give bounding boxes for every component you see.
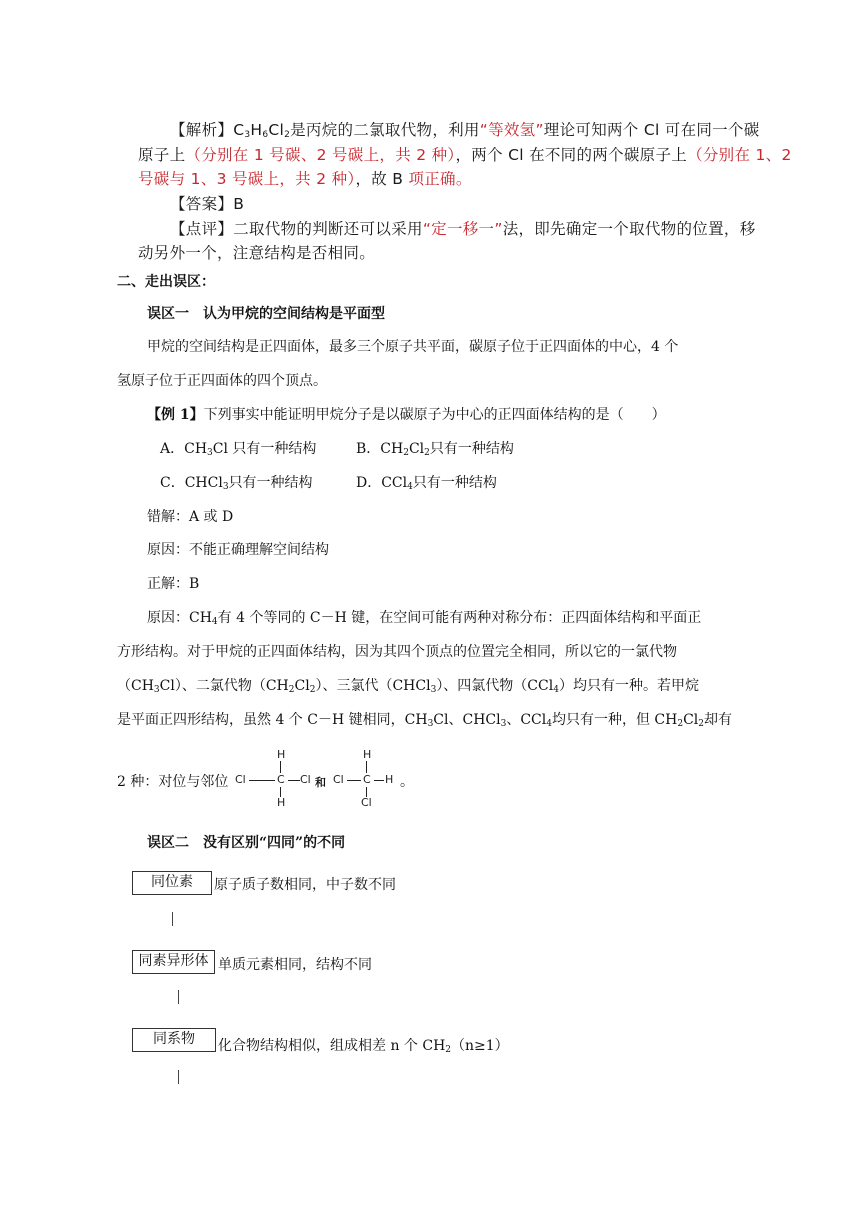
wrong-reason: 原因：不能正确理解空间结构 <box>147 542 329 558</box>
scan-line-6: 动另外一个，注意结构是否相同。 <box>138 244 376 262</box>
section-title: 二、走出误区： <box>117 274 215 290</box>
and-connector: 和 <box>315 776 326 789</box>
example-label: 【例 1】 <box>147 407 204 423</box>
misconception-1-title: 误区一 认为甲烷的空间结构是平面型 <box>147 306 385 322</box>
misconception-2-title: 误区二 没有区别“四同”的不同 <box>147 835 346 851</box>
allotrope-box: 同素异形体 <box>132 950 215 974</box>
explanation-line-5: 2 种：对位与邻位 <box>117 774 229 790</box>
option-c: C．CHCl$_3$只有一种结构 <box>160 475 313 492</box>
comment-label: 【点评】 <box>170 220 234 238</box>
option-b: B．$CH_2Cl_2$只有一种结构 <box>356 441 514 458</box>
answer-value: B <box>233 195 245 213</box>
option-a: A．$CH_3Cl$ 只有一种结构 <box>160 441 317 458</box>
structure-para-dichloromethane: H Cl C Cl H <box>235 748 311 809</box>
explanation-line-1: 原因：$CH_4$有 4 个等同的 C－H 键，在空间可能有两种对称分布：正四面体结构和平面正 <box>147 610 702 627</box>
scan-line-comment: 【点评】二取代物的判断还可以采用“定一移一”法，即先确定一个取代物的位置，移 <box>170 220 756 238</box>
flow-connector <box>178 1070 179 1084</box>
explanation-line-4: 是平面正四形结构，虽然 4 个 C－H 键相同，$CH_3Cl$、CHCl$_3$、CCl$_4$均只有一种，但 $CH_2Cl_2$却有 <box>117 712 733 729</box>
homolog-box: 同系物 <box>132 1028 216 1052</box>
option-d: D．CCl$_4$只有一种结构 <box>356 475 497 492</box>
example-1: 【例 1】下列事实中能证明甲烷分子是以碳原子为中心的正四面体结构的是（ ） <box>147 407 666 423</box>
explanation-line-2: 方形结构。对于甲烷的正四面体结构，因为其四个顶点的位置完全相同，所以它的一氯代物 <box>117 644 677 660</box>
paragraph-line: 甲烷的空间结构是正四面体，最多三个原子共平面，碳原子位于正四面体的中心，4 个 <box>147 339 679 355</box>
analysis-label: 【解析】 <box>170 121 234 139</box>
scan-line-1: 【解析】$C_3H_6Cl_2$是丙烷的二氯取代物，利用“等效氢”理论可知两个 Cl 可在同一个碳 <box>170 121 760 140</box>
isotope-box: 同位素 <box>132 871 212 895</box>
homolog-desc: 化合物结构相似，组成相差 n 个 $CH_2(n\ge 1)$ <box>218 1038 509 1055</box>
sentence-end: 。 <box>400 774 414 790</box>
scan-line-2: 原子上（分别在 1 号碳、2 号碳上，共 2 种），两个 Cl 在不同的两个碳原子上（分别在 1、2 <box>138 146 792 164</box>
correct-answer: 正解：B <box>147 576 200 592</box>
scan-line-answer <box>170 192 244 214</box>
propane-formula: $C_3H_6Cl_2$ <box>233 121 291 140</box>
scan-line-3: 号碳与 1、3 号碳上，共 2 种），故 B 项正确。 <box>138 170 472 188</box>
wrong-answer: 错解：A 或 D <box>147 509 234 525</box>
allotrope-desc: 单质元素相同，结构不同 <box>218 957 372 973</box>
answer-label: 【答案】 <box>170 195 234 213</box>
structure-ortho-dichloromethane: Cl H C H Cl <box>333 748 394 809</box>
flow-connector <box>178 990 179 1004</box>
flow-connector <box>172 912 173 926</box>
paragraph-line: 氢原子位于正四面体的四个顶点。 <box>117 373 327 389</box>
explanation-line-3: $(CH_3Cl)$、二氯代物$(CH_2Cl_2)$、三氯代（CHCl$_3$）、四氯代物（CCl$_4$）均只有一种。若甲烷 <box>117 678 699 695</box>
isotope-desc: 原子质子数相同，中子数不同 <box>214 877 396 893</box>
